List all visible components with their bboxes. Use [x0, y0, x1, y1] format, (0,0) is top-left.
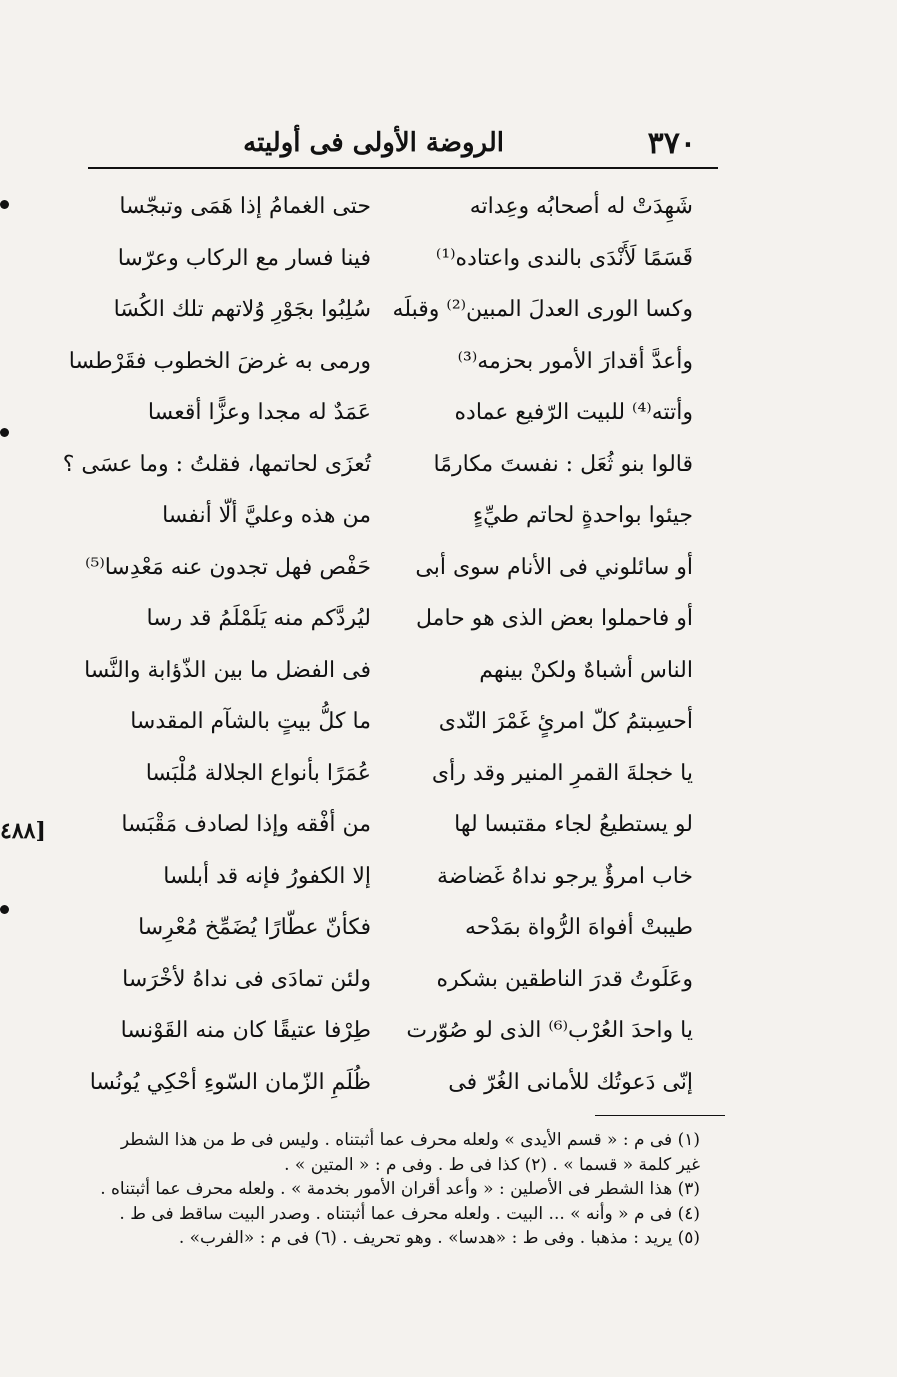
margin-dot — [0, 200, 9, 209]
second-hemistich: ولئن تمادَى فى نداهُ لأخْرَسا — [122, 966, 371, 992]
margin-dot — [0, 905, 9, 914]
first-hemistich: لو يستطيعُ لجاء مقتبسا لها — [454, 812, 693, 837]
verse-line — [96, 497, 721, 549]
first-hemistich: وعَلَوتُ قدرَ الناطقين بشكره — [436, 966, 693, 992]
first-hemistich: قالوا بنو ثُعَل : نفستَ مكارمًا — [433, 451, 693, 477]
second-hemistich: فكأنّ عطّارًا يُضَمِّخ مُعْرِسا — [138, 915, 371, 940]
second-hemistich: فى الفضل ما بين الذّؤابة والنَّسا — [84, 657, 371, 683]
second-hemistich: ورمى به غرضَ الخطوب فقَرْطسا — [68, 348, 371, 374]
verse-line — [96, 806, 721, 858]
verse-line — [96, 240, 721, 292]
first-hemistich: يا خجلةَ القمرِ المنير وقد رأى — [431, 760, 693, 786]
verse-line — [96, 909, 721, 961]
verse-line — [96, 188, 721, 240]
footnote-line: (٣) هذا الشطر فى الأصلين : « وأعد أقران الأمور بخدمة » . ولعله محرف عما أثبتناه . — [100, 1179, 700, 1199]
second-hemistich: ظُلَمِ الزّمان السّوءِ أحْكِي يُونُسا — [89, 1069, 371, 1095]
second-hemistich: إلا الكفورُ فإنه قد أبلسا — [163, 863, 371, 889]
second-hemistich: سُلِبُوا بجَوْرِ وُلاتهم تلك الكُسَا — [113, 297, 371, 322]
page-number: ٣٧٠ — [647, 126, 696, 161]
first-hemistich: أحسِبتمُ كلّ امرئٍ غَمْرَ النّدى — [438, 709, 693, 734]
second-hemistich: عَمَدٌ له مجدا وعزًّا أقعسا — [147, 400, 371, 425]
first-hemistich: وأعدَّ أقدارَ الأمور بحزمه⁽³⁾ — [457, 348, 693, 374]
second-hemistich: حَفْص فهل تجدون عنه مَعْدِسا⁽⁵⁾ — [85, 554, 371, 580]
margin-page-reference: [٤٨٨ — [0, 818, 46, 844]
second-hemistich: من هذه وعليَّ ألّا أنفسا — [162, 503, 371, 528]
first-hemistich: أو سائلوني فى الأنام سوى أبى — [415, 554, 693, 580]
first-hemistich: وكسا الورى العدلَ المبين⁽²⁾ وقبلَه — [392, 297, 693, 322]
first-hemistich: خاب امرؤٌ يرجو نداهُ غَضاضة — [437, 863, 693, 889]
page-header — [90, 126, 718, 166]
header-rule — [88, 167, 718, 169]
footnote-line: غير كلمة « قسما » . (٢) كذا فى ط . وفى م : « المتين » . — [284, 1154, 700, 1175]
verse-line — [89, 1064, 721, 1116]
first-hemistich: وأتته⁽⁴⁾ للبيت الرّفيع عماده — [454, 400, 693, 425]
verse-line — [96, 394, 721, 446]
verse-line — [62, 446, 721, 498]
second-hemistich: عُمَرًا بأنواع الجلالة مُلْبَسا — [145, 760, 371, 786]
verse-line — [96, 1012, 721, 1064]
verse-line — [68, 343, 721, 395]
verse-line — [96, 600, 721, 652]
footnote-line: (٥) يريد : مذهبا . وفى ط : «هدسا» . وهو تحريف . (٦) فى م : «الفرب» . — [178, 1228, 700, 1248]
poem-verses — [62, 188, 721, 1115]
verse-line — [96, 703, 721, 755]
verse-line — [96, 961, 721, 1013]
footnotes — [60, 1128, 700, 1251]
first-hemistich: طيبتْ أفواهَ الرُّواة بمَدْحه — [464, 915, 693, 940]
first-hemistich: أو فاحملوا بعض الذى هو حامل — [416, 606, 693, 631]
second-hemistich: طِرْفا عتيقًا كان منه القَوْنسا — [120, 1018, 371, 1043]
verse-line — [85, 549, 721, 601]
footnote-line: (٤) فى م « وأنه » ... البيت . ولعله محرف عما أثبتناه . وصدر البيت ساقط فى ط . — [119, 1203, 700, 1224]
first-hemistich: شَهِدَتْ له أصحابُه وعِداته — [469, 194, 693, 219]
verse-line — [96, 291, 721, 343]
verse-line — [84, 652, 721, 704]
second-hemistich: من أفْقه وإذا لصادف مَقْبَسا — [121, 812, 371, 837]
running-title: الروضة الأولى فى أوليته — [243, 128, 504, 158]
second-hemistich: ما كلُّ بيتٍ بالشآم المقدسا — [130, 709, 371, 734]
first-hemistich: قَسَمًا لَأَنْدَى بالندى واعتاده⁽¹⁾ — [435, 245, 693, 271]
second-hemistich: تُعزَى لحاتمها، فقلتُ : وما عسَى ؟ — [62, 451, 371, 477]
margin-dot — [0, 428, 9, 437]
first-hemistich: جيئوا بواحدةٍ لحاتم طيِّءٍ — [472, 503, 693, 528]
first-hemistich: يا واحدَ العُرْب⁽⁶⁾ الذى لو صُوّرت — [406, 1018, 693, 1043]
first-hemistich: الناس أشباهٌ ولكنْ بينهم — [479, 657, 693, 683]
footnote-line: (١) فى م : « قسم الأيدى » ولعله محرف عما أثبتناه . وليس فى ط من هذا الشطر — [120, 1130, 700, 1150]
footnote-rule — [595, 1115, 725, 1116]
verse-line — [96, 755, 721, 807]
second-hemistich: ليُردَّكم منه يَلَمْلَمُ قد رسا — [146, 606, 371, 631]
second-hemistich: فينا فسار مع الركاب وعرّسا — [117, 245, 371, 271]
second-hemistich: حتى الغمامُ إذا هَمَى وتبجّسا — [119, 194, 371, 219]
first-hemistich: إنّى دَعوتُك للأمانى الغُرّ فى — [448, 1069, 693, 1095]
verse-line — [96, 858, 721, 910]
